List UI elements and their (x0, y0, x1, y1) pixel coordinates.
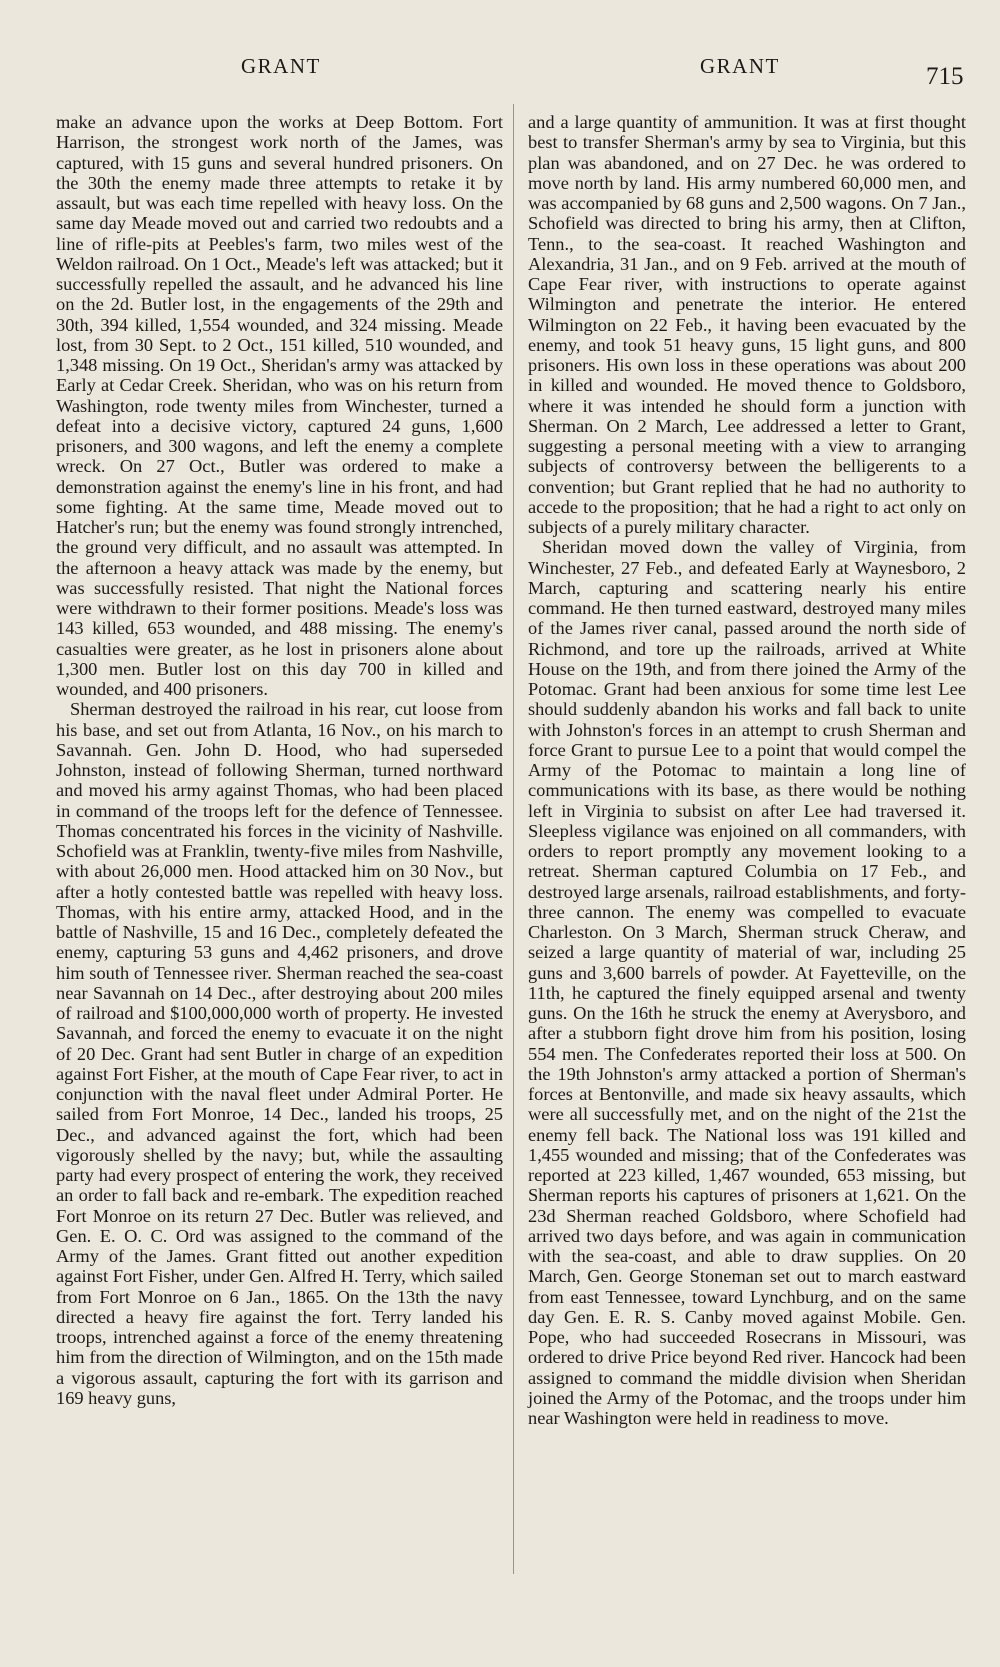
paragraph: Sheridan moved down the valley of Virginia, from Winchester, 27 Feb., and defeated Early at Waynesboro, 2 March, capturing and scattering nearly his entire command. He then turned eastward, destroyed many miles of the James river canal, passed around the north side of Richmond, and tore up the railroads, arrived at White House on the 19th, and from there joined the Army of the Potomac. Grant had been anxious for some time lest Lee should suddenly abandon his works and fall back to unite with Johnston's forces in an attempt to crush Sherman and force Grant to pursue Lee to a point that would compel the Army of the Potomac to maintain a long line of communications with its base, as there would be nothing left in Virginia to subsist on after Lee had traversed it. Sleepless vigilance was enjoined on all commanders, with orders to report promptly any movement looking to a retreat. Sherman captured Columbia on 17 Feb., and destroyed large arsenals, railroad establishments, and forty-three cannon. The enemy was compelled to evacuate Charleston. On 3 March, Sherman struck Cheraw, and seized a large quantity of material of war, including 25 guns and 3,600 barrels of powder. At Fayetteville, on the 11th, he captured the finely equipped arsenal and twenty guns. On the 16th he struck the enemy at Averysboro, and after a stubborn fight drove him from his position, losing 554 men. The Confederates reported their loss at 500. On the 19th Johnston's army attacked a portion of Sherman's forces at Bentonville, and made six heavy assaults, which were all successfully met, and on the night of the 21st the enemy fell back. The National loss was 191 killed and 1,455 wounded and missing; that of the Confederates was reported at 223 killed, 1,467 wounded, 653 missing, but Sherman reports his captures of prisoners at 1,621. On the 23d Sherman reached Goldsboro, where Schofield had arrived two days before, and was again in communication with the sea-coast, and able to draw supplies. On 20 March, Gen. George Stoneman set out to march eastward from east Tennessee, toward Lynchburg, and on the same day Gen. E. R. S. Canby moved against Mobile. Gen. Pope, who had succeeded Rosecrans in Missouri, was ordered to drive Price beyond Red river. Hancock had been assigned to command the middle division when Sheridan joined the Army of the Potomac, and the troops under him near Washington were held in readiness to move. (528, 537, 966, 1428)
left-running-head: GRANT (241, 54, 321, 78)
paragraph: and a large quantity of ammunition. It was at first thought best to transfer Sherman's army by sea to Virginia, but this plan was abandoned, and on 27 Dec. he was ordered to move north by land. His army numbered 60,000 men, and was accompanied by 68 guns and 2,500 wagons. On 7 Jan., Schofield was directed to bring his army, then at Clifton, Tenn., to the sea-coast. It reached Washington and Alexandria, 31 Jan., and on 9 Feb. arrived at the mouth of Cape Fear river, with instructions to operate against Wilmington and penetrate the interior. He entered Wilmington on 22 Feb., it having been evacuated by the enemy, and took 51 heavy guns, 15 light guns, and 800 prisoners. His own loss in these operations was about 200 in killed and wounded. He moved thence to Goldsboro, where it was intended he should form a junction with Sherman. On 2 March, Lee addressed a letter to Grant, suggesting a personal meeting with a view to arranging subjects of controversy between the belligerents to a convention; but Grant replied that he had no authority to accede to the proposition; that he had a right to act only on subjects of a purely military character. (528, 112, 966, 537)
right-running-head: GRANT (700, 54, 780, 78)
left-column (56, 112, 503, 1408)
column-divider (513, 104, 514, 1574)
right-column (528, 112, 966, 1428)
paragraph: Sherman destroyed the railroad in his rear, cut loose from his base, and set out from Atlanta, 16 Nov., on his march to Savannah. Gen. John D. Hood, who had superseded Johnston, instead of following Sherman, turned northward and moved his army against Thomas, who had been placed in command of the troops left for the defence of Tennessee. Thomas concentrated his forces in the vicinity of Nashville. Schofield was at Franklin, twenty-five miles from Nashville, with about 26,000 men. Hood attacked him on 30 Nov., but after a hotly contested battle was repelled with heavy loss. Thomas, with his entire army, attacked Hood, and in the battle of Nashville, 15 and 16 Dec., completely defeated the enemy, capturing 53 guns and 4,462 prisoners, and drove him south of Tennessee river. Sherman reached the sea-coast near Savannah on 14 Dec., after destroying about 200 miles of railroad and $100,000,000 worth of property. He invested Savannah, and forced the enemy to evacuate it on the night of 20 Dec. Grant had sent Butler in charge of an expedition against Fort Fisher, at the mouth of Cape Fear river, to act in conjunction with the naval fleet under Admiral Porter. He sailed from Fort Monroe, 14 Dec., landed his troops, 25 Dec., and advanced against the fort, which had been vigorously shelled by the navy; but, while the assaulting party had every prospect of entering the work, they received an order to fall back and re-embark. The expedition reached Fort Monroe on its return 27 Dec. Butler was relieved, and Gen. E. O. C. Ord was assigned to the command of the Army of the James. Grant fitted out another expedition against Fort Fisher, under Gen. Alfred H. Terry, which sailed from Fort Monroe on 6 Jan., 1865. On the 13th the navy directed a heavy fire against the fort. Terry landed his troops, intrenched against a force of the enemy threatening him from the direction of Wilmington, and on the 15th made a vigorous assault, capturing the fort with its garrison and 169 heavy guns, (56, 699, 503, 1408)
page-number: 715 (926, 63, 964, 90)
paragraph: make an advance upon the works at Deep Bottom. Fort Harrison, the strongest work north of the James, was captured, with 15 guns and several hundred prisoners. On the 30th the enemy made three attempts to retake it by assault, but was each time repelled with heavy loss. On the same day Meade moved out and carried two redoubts and a line of rifle-pits at Peebles's farm, two miles west of the Weldon railroad. On 1 Oct., Meade's left was attacked; but it successfully repelled the assault, and he advanced his line on the 2d. Butler lost, in the engagements of the 29th and 30th, 394 killed, 1,554 wounded, and 324 missing. Meade lost, from 30 Sept. to 2 Oct., 151 killed, 510 wounded, and 1,348 missing. On 19 Oct., Sheridan's army was attacked by Early at Cedar Creek. Sheridan, who was on his return from Washington, rode twenty miles from Winchester, turned a defeat into a decisive victory, captured 24 guns, 1,600 prisoners, and 300 wagons, and left the enemy a complete wreck. On 27 Oct., Butler was ordered to make a demonstration against the enemy's line in his front, and had some fighting. At the same time, Meade moved out to Hatcher's run; but the enemy was found strongly intrenched, the ground very difficult, and no assault was attempted. In the afternoon a heavy attack was made by the enemy, but was successfully resisted. That night the National forces were withdrawn to their former positions. Meade's loss was 143 killed, 653 wounded, and 488 missing. The enemy's casualties were greater, as he lost in prisoners alone about 1,300 men. Butler lost on this day 700 in killed and wounded, and 400 prisoners. (56, 112, 503, 699)
